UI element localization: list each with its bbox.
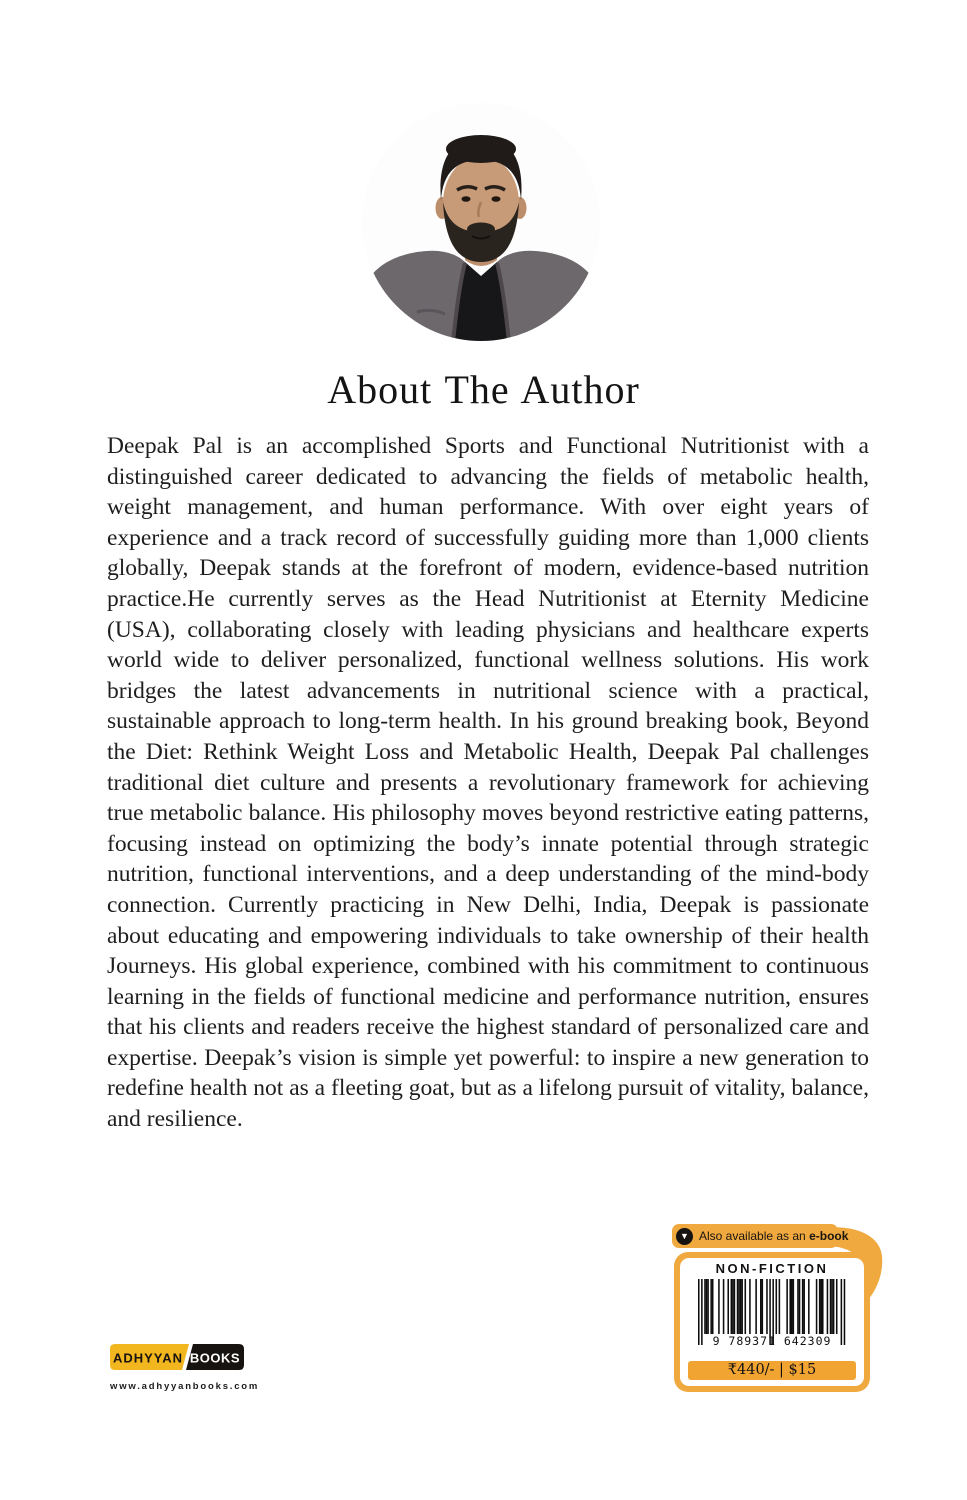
publisher-name-left: ADHYYAN	[112, 1350, 184, 1366]
price-label: ₹440/- | $15	[688, 1361, 856, 1380]
isbn-number: 9 789371 642309	[712, 1334, 832, 1348]
author-bio-text: Deepak Pal is an accomplished Sports and Functional Nutritionist with a distinguished career dedicated to advancing the fields of metabolic health, weight management, and human performance. With over eight years of experience and a track record of successfully guiding more than 1,000 clients globally, Deepak stands at the forefront of modern, evidence-based nutrition practice.He currently serves as the Head Nutritionist at Eternity Medicine (USA), collaborating closely with leading physicians and healthcare experts world wide to deliver personalized, functional wellness solutions. His work bridges the latest advancements in nutritional science with a practical, sustainable approach to long-term health. In his ground breaking book, Beyond the Diet: Rethink Weight Loss and Metabolic Health, Deepak Pal challenges traditional diet culture and presents a revolutionary framework for achieving true metabolic balance. His philosophy moves beyond restrictive eating patterns, focusing instead on optimizing the body’s innate potential through strategic nutrition, functional interventions, and a deep understanding of the mind-body connection. Currently practicing in New Delhi, India, Deepak is passionate about educating and empowering individuals to take ownership of their health Journeys. His global experience, combined with his commitment to continuous learning in the fields of functional medicine and performance nutrition, ensures that his clients and readers receive the highest standard of personalized care and expertise. Deepak’s vision is simple yet powerful: to inspire a new generation to redefine health not as a fleeting goat, but as a lifelong pursuit of vitality, balance, and resilience.	[107, 433, 869, 1133]
ebook-availability-label: Also available as an e-book	[699, 1229, 849, 1243]
retail-block	[672, 1224, 888, 1394]
publisher-website: www.adhyyanbooks.com	[110, 1381, 260, 1392]
ebook-availability-badge	[672, 1224, 849, 1248]
page-title: About The Author	[327, 367, 640, 412]
download-arrow-icon: ▼	[676, 1228, 693, 1245]
barcode-panel-inner	[680, 1258, 864, 1386]
author-photo	[361, 102, 601, 342]
author-portrait-illustration	[361, 102, 601, 342]
publisher-logo	[110, 1344, 260, 1392]
publisher-name-right: BOOKS	[189, 1350, 241, 1366]
publisher-logo-mark	[110, 1344, 244, 1370]
barcode-panel	[674, 1252, 870, 1392]
category-label: NON-FICTION	[715, 1261, 829, 1276]
barcode	[696, 1279, 848, 1355]
